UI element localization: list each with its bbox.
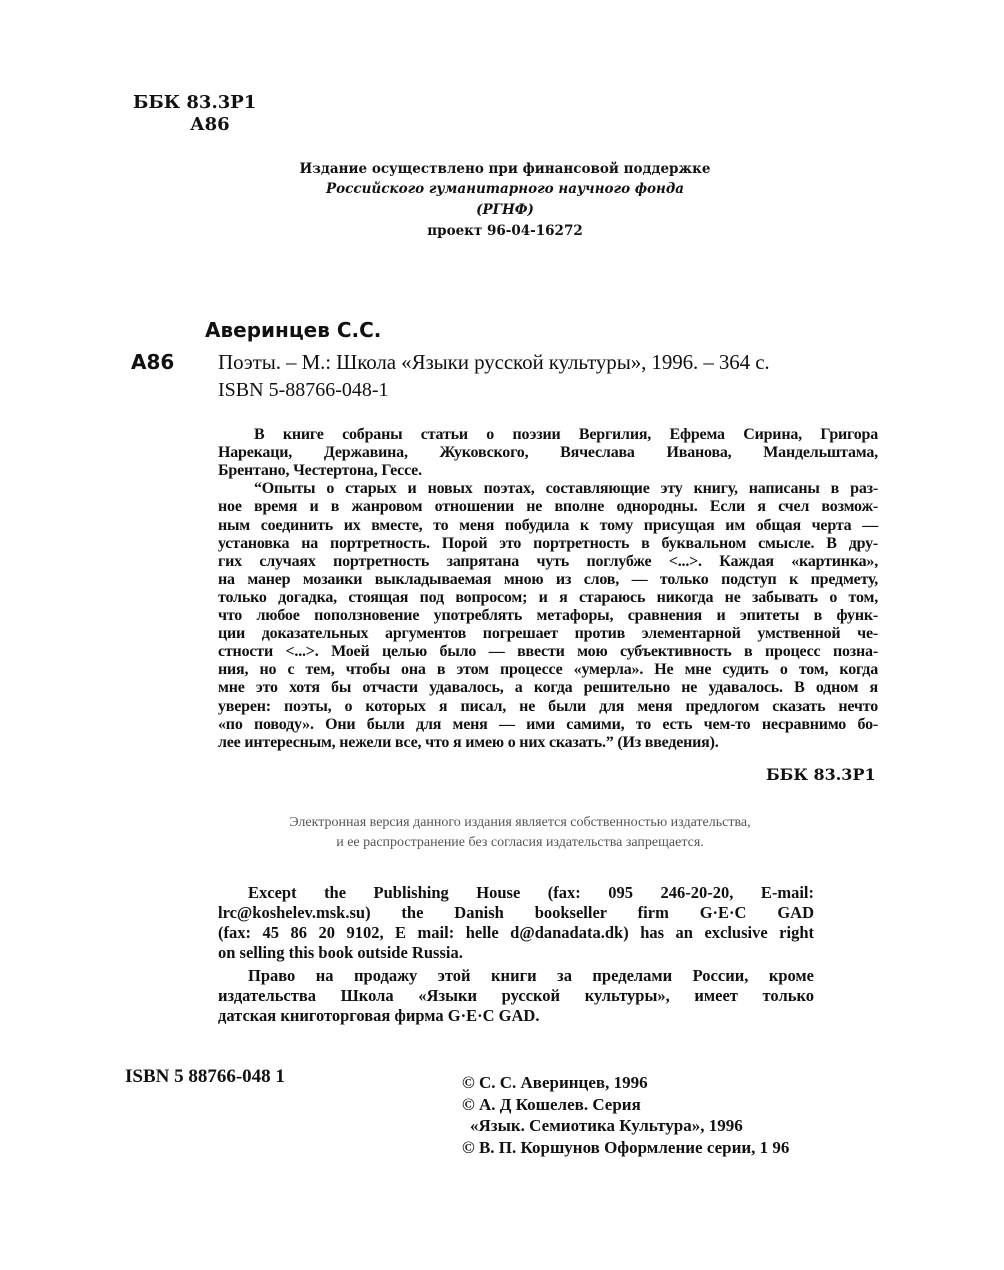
funding-line-3: (РГНФ) xyxy=(476,202,534,218)
annotation-line: только догадка, стоящая под вопросом; и я стараюсь никогда не забывать о том, xyxy=(218,588,878,606)
annotation-line: Нарекаци, Державина, Жуковского, Вячеслава Иванова, Мандельштама, xyxy=(218,444,878,462)
rights-en-line: (fax: 45 86 20 9102, E mail: helle d@danadata.dk) has an exclusive right xyxy=(218,923,814,942)
annotation-line: на манер мозаики выкладываемая мною из слов, — только подступ к предмету, xyxy=(218,570,878,588)
annotation-line: стности <...>. Моей целью было — ввести мою субъективность в процесс позна- xyxy=(218,643,878,661)
annotation-line: что любое поползновение употреблять метафоры, сравнения и эпитеты в функ- xyxy=(218,607,878,624)
annotation-line: ное время и в жанровом отношении не вполне однородны. Если я счел возмож- xyxy=(218,498,878,516)
annotation-line: ции доказательных аргументов погрешает против элементарной умственной че- xyxy=(218,625,878,643)
isbn-bottom: ISBN 5 88766-048 1 xyxy=(125,1066,285,1087)
annotation-line: «по поводу». Они были для меня — ими самими, то есть чем-то несравнимо бо- xyxy=(218,715,878,733)
bbk-code-top: ББК 83.3Р1 xyxy=(133,92,257,113)
annotation-line: В книге собраны статьи о поэзии Вергилия, Ефрема Сирина, Григора xyxy=(254,426,878,443)
copyright-line: © А. Д Кошелев. Серия xyxy=(462,1094,641,1114)
annotation-line: мне это хотя бы отчасти удавалось, а когда решительно не удавалось. В одном я xyxy=(218,679,878,697)
annotation-line: уверен: поэты, о которых я писал, не были для меня предлогом сказать нечто xyxy=(218,697,878,715)
annotation-line: Брентано, Честертона, Гессе. xyxy=(218,462,422,480)
author-sign-top: А86 xyxy=(190,114,230,135)
annotation-line: ным соединить их вместе, то меня побудила к тому присущая им общая черта — xyxy=(218,516,878,534)
funding-line-1: Издание осуществлено при финансовой поддержке xyxy=(299,161,711,177)
copyright-line: © В. П. Коршунов Оформление серии, 1 96 xyxy=(462,1137,790,1157)
funding-line-2: Российского гуманитарного научного фонда xyxy=(325,181,685,197)
bibliographic-title: Поэты. – М.: Школа «Языки русской культуры», 1996. – 364 с. xyxy=(218,350,770,374)
author-name: Аверинцев С.С. xyxy=(205,318,382,342)
copyright-notice-line-2: и ее распространение без согласия издательства запрещается. xyxy=(336,835,704,850)
bbk-code-bottom: ББК 83.3Р1 xyxy=(766,765,876,784)
rights-ru-line: датская книготорговая фирма G·E·C GAD. xyxy=(218,1006,540,1025)
annotation-line: “Опыты о старых и новых поэтах, составляющие эту книгу, написаны в раз- xyxy=(254,480,878,498)
rights-en-line: lrc@koshelev.msk.su) the Danish bookseller firm G·E·C GAD xyxy=(218,903,814,922)
copyright-line: © С. С. Аверинцев, 1996 xyxy=(462,1073,648,1092)
annotation-line: лее интересным, нежели все, что я имею о них сказать.” (Из введения). xyxy=(218,733,719,751)
annotation-line: установка на портретность. Порой это портретность в буквальном смысле. В дру- xyxy=(218,534,878,552)
project-number: проект 96-04-16272 xyxy=(427,223,583,239)
author-sign: А86 xyxy=(131,350,175,374)
rights-en-line: Except the Publishing House (fax: 095 246-20-20, E-mail: xyxy=(248,883,814,902)
isbn: ISBN 5-88766-048-1 xyxy=(218,379,389,401)
rights-en-line: on selling this book outside Russia. xyxy=(218,943,463,962)
rights-ru-line: издательства Школа «Языки русской культуры», имеет только xyxy=(218,986,814,1005)
annotation-line: ния, но с тем, чтобы она в этом процессе «умерла». Не мне судить о том, когда xyxy=(218,661,878,679)
annotation-line: гих случаях портретность запрятана чуть поглубже <...>. Каждая «картинка», xyxy=(218,552,878,570)
rights-ru-line: Право на продажу этой книги за пределами России, кроме xyxy=(248,966,814,985)
copyright-notice-line-1: Электронная версия данного издания является собственностью издательства, xyxy=(289,815,751,830)
copyright-line: «Язык. Семиотика Культура», 1996 xyxy=(470,1116,743,1135)
